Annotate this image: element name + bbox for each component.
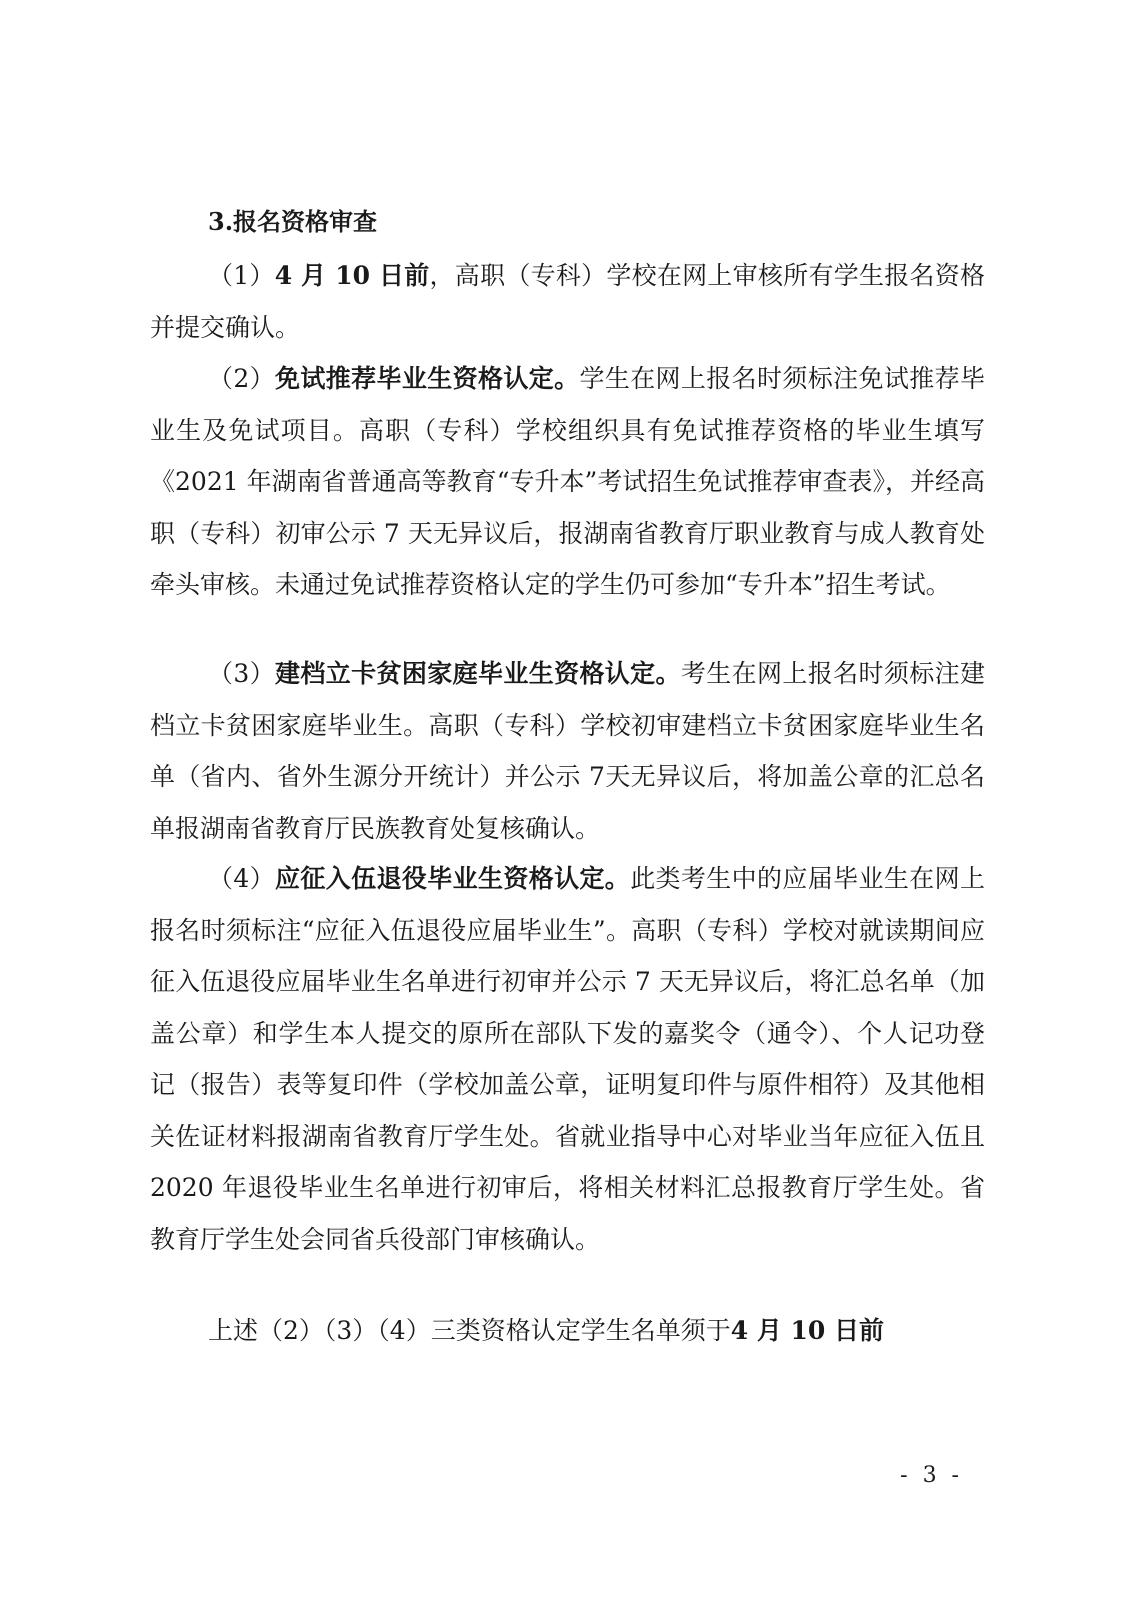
paragraph-1-prefix: （1）: [208, 261, 275, 290]
paragraph-4: [150, 853, 985, 1265]
section-heading: 3.报名资格审查: [208, 207, 378, 236]
paragraph-5-text: 上述（2）（3）（4）三类资格认定学生名单须于: [208, 1316, 731, 1345]
paragraph-5-bold: 4 月 10 日前: [730, 1316, 885, 1345]
paragraph-3: [150, 648, 985, 854]
paragraph-1-text: ，高职（专科）学校在网上审核所有学生报名资格并提交确认。: [150, 261, 985, 342]
paragraph-2-text: 学生在网上报名时须标注免试推荐毕业生及免试项目。高职（专科）学校组织具有免试推荐资格的毕业生填写《2021 年湖南省普通高等教育“专升本”考试招生免试推荐审查表》，并经高职（专科）初审公示 7 天无异议后，报湖南省教育厅职业教育与成人教育处牵头审核。未通过免试推荐资格认定的学生仍可参加“专升本”招生考试。: [150, 364, 985, 599]
paragraph-3-text: 考生在网上报名时须标注建档立卡贫困家庭毕业生。高职（专科）学校初审建档立卡贫困家庭毕业生名单（省内、省外生源分开统计）并公示 7天无异议后，将加盖公章的汇总名单报湖南省教育厅民族教育处复核确认。: [150, 659, 985, 843]
paragraph-2-prefix: （2）: [208, 364, 276, 393]
paragraph-3-bold: 建档立卡贫困家庭毕业生资格认定。: [275, 659, 681, 688]
paragraph-1: [150, 250, 985, 353]
paragraph-4-text: 此类考生中的应届毕业生在网上报名时须标注“应征入伍退役应届毕业生”。高职（专科）学校对就读期间应征入伍退役应届毕业生名单进行初审并公示 7 天无异议后，将汇总名单（加盖公章）和学生本人提交的原所在部队下发的嘉奖令（通令）、个人记功登记（报告）表等复印件（学校加盖公章，证明复印件与原件相符）及其他相关佐证材料报湖南省教育厅学生处。省就业指导中心对毕业当年应征入伍且 2020 年退役毕业生名单进行初审后，将相关材料汇总报教育厅学生处。省教育厅学生处会同省兵役部门审核确认。: [150, 864, 985, 1254]
paragraph-4-bold: 应征入伍退役毕业生资格认定。: [275, 864, 631, 893]
paragraph-1-bold: 4 月 10 日前: [274, 261, 430, 290]
paragraph-3-prefix: （3）: [208, 659, 276, 688]
page-number: - 3 -: [900, 1463, 963, 1488]
paragraph-2-bold: 免试推荐毕业生资格认定。: [275, 364, 580, 393]
paragraph-4-prefix: （4）: [208, 864, 276, 893]
paragraph-2: [150, 353, 985, 611]
paragraph-5: [150, 1305, 985, 1357]
